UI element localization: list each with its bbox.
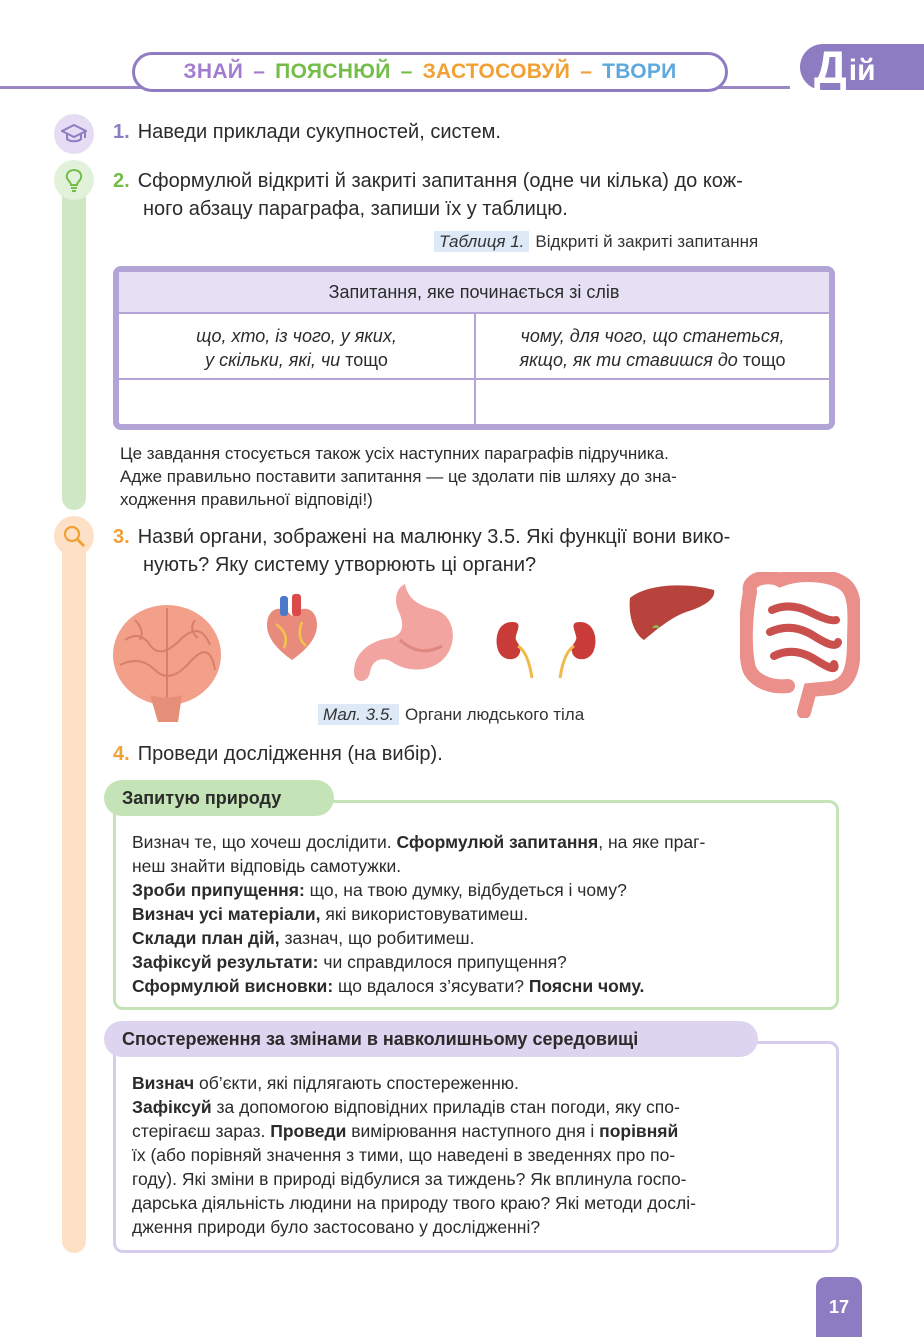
table-cell-closed	[476, 324, 829, 372]
cell-text: якщо, як ти ставишся до	[519, 350, 738, 370]
questions-table	[113, 266, 835, 430]
motto-word-explain: ПОЯСНЮЙ	[275, 60, 391, 83]
research-text: Зафіксуй результати:	[132, 952, 319, 972]
research-text: що вдалося з’ясувати?	[333, 976, 529, 996]
brain-illustration	[110, 600, 225, 725]
observation-text: дарська діяльність людини на природу твого краю? Які методи дослі-	[132, 1193, 696, 1213]
section-tab-rest: ій	[848, 54, 876, 87]
caption-text: Органи людського тіла	[405, 705, 585, 724]
caption-text: Відкриті й закриті запитання	[535, 232, 759, 251]
task-number: 4.	[113, 743, 130, 765]
observation-text: Проведи	[270, 1121, 347, 1141]
intestines-illustration	[740, 572, 860, 718]
research-text: неш знайти відповідь самотужки.	[132, 856, 402, 876]
observation-text: дження природи було застосовано у дослідженні?	[132, 1217, 541, 1237]
sidebar-green	[62, 160, 86, 510]
research-tag: Запитую природу	[104, 780, 334, 816]
section-tab-act	[800, 41, 924, 93]
table-divider	[119, 378, 829, 380]
figure-caption	[318, 705, 584, 725]
heart-illustration	[262, 594, 322, 664]
task-4	[113, 740, 443, 768]
caption-label: Таблиця 1.	[434, 231, 529, 252]
motto-separator: –	[253, 60, 266, 83]
cell-text: тощо	[340, 350, 388, 370]
observation-tag: Спостереження за змінами в навколишньому середовищі	[104, 1021, 758, 1057]
motto-word-apply: ЗАСТОСОВУЙ	[422, 60, 571, 83]
observation-text: їх (або порівняй значення з тими, що наведені в зведеннях про по-	[132, 1145, 676, 1165]
research-text: Сформулюй висновки:	[132, 976, 334, 996]
task-text-line: Сформулюй відкриті й закриті запитання (одне чи кілька) до кож-	[137, 170, 743, 192]
research-text: Визнач те, що хочеш дослідити.	[132, 832, 397, 852]
task-text-line: ного абзацу параграфа, запиши їх у таблицю.	[143, 198, 568, 220]
task-1	[113, 118, 501, 146]
magnifier-icon	[54, 516, 94, 556]
observation-content	[132, 1071, 826, 1239]
motto-word-know: ЗНАЙ	[183, 60, 244, 83]
observation-text: за допомогою відповідних приладів стан погоди, яку спо-	[211, 1097, 680, 1117]
lightbulb-icon	[54, 160, 94, 200]
task-text: Наведи приклади сукупностей, систем.	[137, 121, 501, 143]
cell-text: чому, для чого, що станеться,	[520, 326, 785, 346]
task-text: Проведи дослідження (на вибір).	[137, 743, 443, 765]
liver-illustration	[626, 582, 718, 646]
stomach-illustration	[350, 580, 460, 690]
research-text: зазнач, що робитимеш.	[279, 928, 475, 948]
sidebar-orange	[62, 518, 86, 1253]
task-number: 2.	[113, 170, 130, 192]
note-line: Адже правильно поставити запитання — це здолати пів шляху до зна-	[120, 467, 677, 486]
cell-text: тощо	[737, 350, 786, 370]
table-caption	[434, 232, 758, 252]
table-cell-open	[119, 324, 474, 372]
observation-text: об’єкти, які підлягають спостереженню.	[194, 1073, 519, 1093]
research-text: чи справдилося припущення?	[318, 952, 567, 972]
observation-text: стерігаєш зараз.	[132, 1121, 271, 1141]
task-text-line: Назви́ органи, зображені на малюнку 3.5. Які функції вони вико-	[137, 526, 731, 548]
motto-separator: –	[400, 60, 413, 83]
task-number: 1.	[113, 121, 130, 143]
task-number: 3.	[113, 526, 130, 548]
task-3	[113, 523, 843, 579]
note-line: Це завдання стосується також усіх наступних параграфів підручника.	[120, 444, 669, 463]
research-text: Визнач усі матеріали,	[132, 904, 321, 924]
observation-box	[113, 1041, 839, 1253]
cell-text: що, хто, із чого, у яких,	[196, 326, 397, 346]
research-text: Поясни чому.	[528, 976, 645, 996]
research-text: які використовуватимеш.	[320, 904, 529, 924]
note-line: ходження правильної відповіді!)	[120, 490, 373, 509]
table-note	[120, 442, 840, 511]
research-content	[132, 830, 826, 998]
research-text: Склади план дій,	[132, 928, 280, 948]
motto-word-create: ТВОРИ	[602, 60, 677, 83]
page-number: 17	[816, 1277, 862, 1337]
observation-text: Зафіксуй	[132, 1097, 212, 1117]
caption-label: Мал. 3.5.	[318, 704, 399, 725]
header-motto	[132, 52, 728, 92]
research-text: Сформулюй запитання	[396, 832, 599, 852]
motto-separator: –	[580, 60, 593, 83]
research-box	[113, 800, 839, 1010]
task-2	[113, 167, 843, 223]
kidneys-illustration	[492, 618, 602, 680]
observation-text: году). Які зміни в природі відбулися за тиждень? Як вплинула госпо-	[132, 1169, 687, 1189]
research-text: , на яке праг-	[598, 832, 706, 852]
observation-text: порівняй	[599, 1121, 679, 1141]
research-text: Зроби припущення:	[132, 880, 305, 900]
graduation-cap-icon	[54, 114, 94, 154]
section-tab-letter: Д	[814, 41, 847, 93]
research-text: що, на твою думку, відбудеться і чому?	[304, 880, 627, 900]
observation-text: вимірювання наступного дня і	[346, 1121, 600, 1141]
table-header: Запитання, яке починається зі слів	[119, 272, 829, 314]
observation-text: Визнач	[132, 1073, 195, 1093]
cell-text: у скільки, які, чи	[205, 350, 341, 370]
task-text-line: нують? Яку систему утворюють ці органи?	[143, 554, 537, 576]
